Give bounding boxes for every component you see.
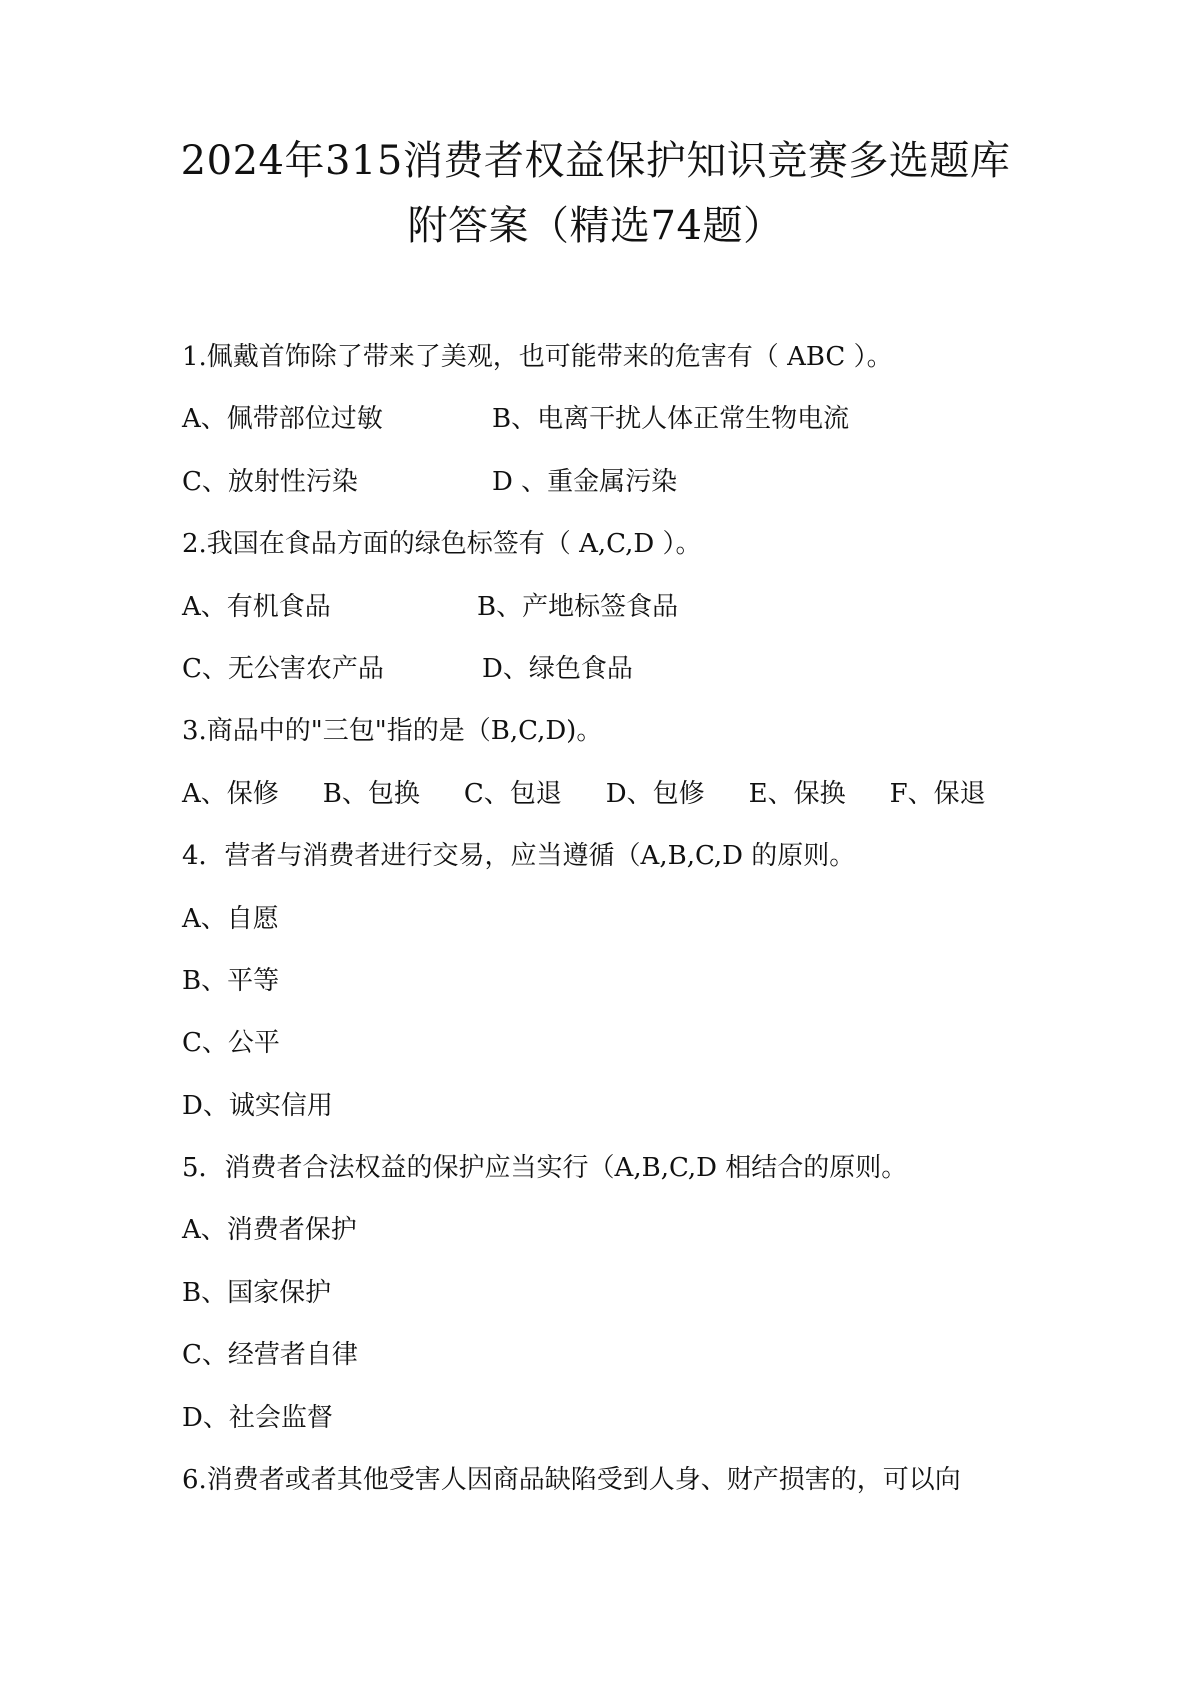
question-3-option-b: B、包换 [322, 778, 420, 809]
question-5-option-b: B、国家保护 [182, 1277, 332, 1308]
question-1-stem: 1.佩戴首饰除了带来了美观，也可能带来的危害有（ ABC ）。 [182, 342, 893, 372]
question-4-option-a: A、自愿 [182, 903, 279, 934]
question-2-option-d: D、绿色食品 [482, 653, 633, 684]
question-5-option-a: A、消费者保护 [182, 1215, 357, 1246]
question-1-option-a: A、佩带部位过敏 [182, 404, 383, 435]
question-2-option-a: A、有机食品 [182, 591, 331, 622]
question-2-options-row-2 [182, 649, 1032, 711]
question-2-options-row-1 [182, 587, 1032, 649]
question-4-option-b: B、平等 [182, 965, 280, 996]
question-3-option-f: F、保退 [889, 778, 986, 809]
question-4-stem: 4．营者与消费者进行交易，应当遵循（A,B,C,D 的原则。 [182, 841, 856, 872]
question-1-option-c: C、放射性污染 [182, 466, 358, 497]
question-1-options-row-1 [182, 399, 1032, 461]
question-3-stem: 3.商品中的"三包"指的是（B,C,D)。 [182, 716, 603, 747]
question-3-option-a: A、保修 [182, 778, 279, 809]
question-3-option-c: C、包退 [463, 778, 562, 809]
document-title-line-1: 2024年315消费者权益保护知识竞赛多选题库 [180, 138, 1011, 184]
question-5-stem: 5．消费者合法权益的保护应当实行（A,B,C,D 相结合的原则。 [182, 1153, 908, 1184]
question-2-stem: 2.我国在食品方面的绿色标签有（ A,C,D ）。 [182, 529, 702, 560]
question-2-option-c: C、无公害农产品 [182, 653, 384, 684]
question-1-options-row-2 [182, 462, 1032, 524]
question-4-option-d: D、诚实信用 [182, 1090, 333, 1121]
question-3-option-e: E、保换 [748, 778, 846, 809]
document-title-line-2: 附答案（精选74题） [407, 203, 784, 249]
question-2-option-b: B、产地标签食品 [477, 591, 679, 622]
question-1-option-d: D 、重金属污染 [492, 466, 678, 497]
question-5-option-c: C、经营者自律 [182, 1340, 358, 1371]
question-list [182, 337, 1032, 1522]
question-5-option-d: D、社会监督 [182, 1402, 333, 1433]
question-1-option-b: B、电离干扰人体正常生物电流 [492, 404, 850, 435]
question-4-option-c: C、公平 [182, 1028, 280, 1059]
question-3-option-d: D、包修 [605, 778, 705, 809]
question-6-stem: 6.消费者或者其他受害人因商品缺陷受到人身、财产损害的，可以向 [182, 1465, 961, 1496]
question-3-options-row [182, 774, 1032, 836]
